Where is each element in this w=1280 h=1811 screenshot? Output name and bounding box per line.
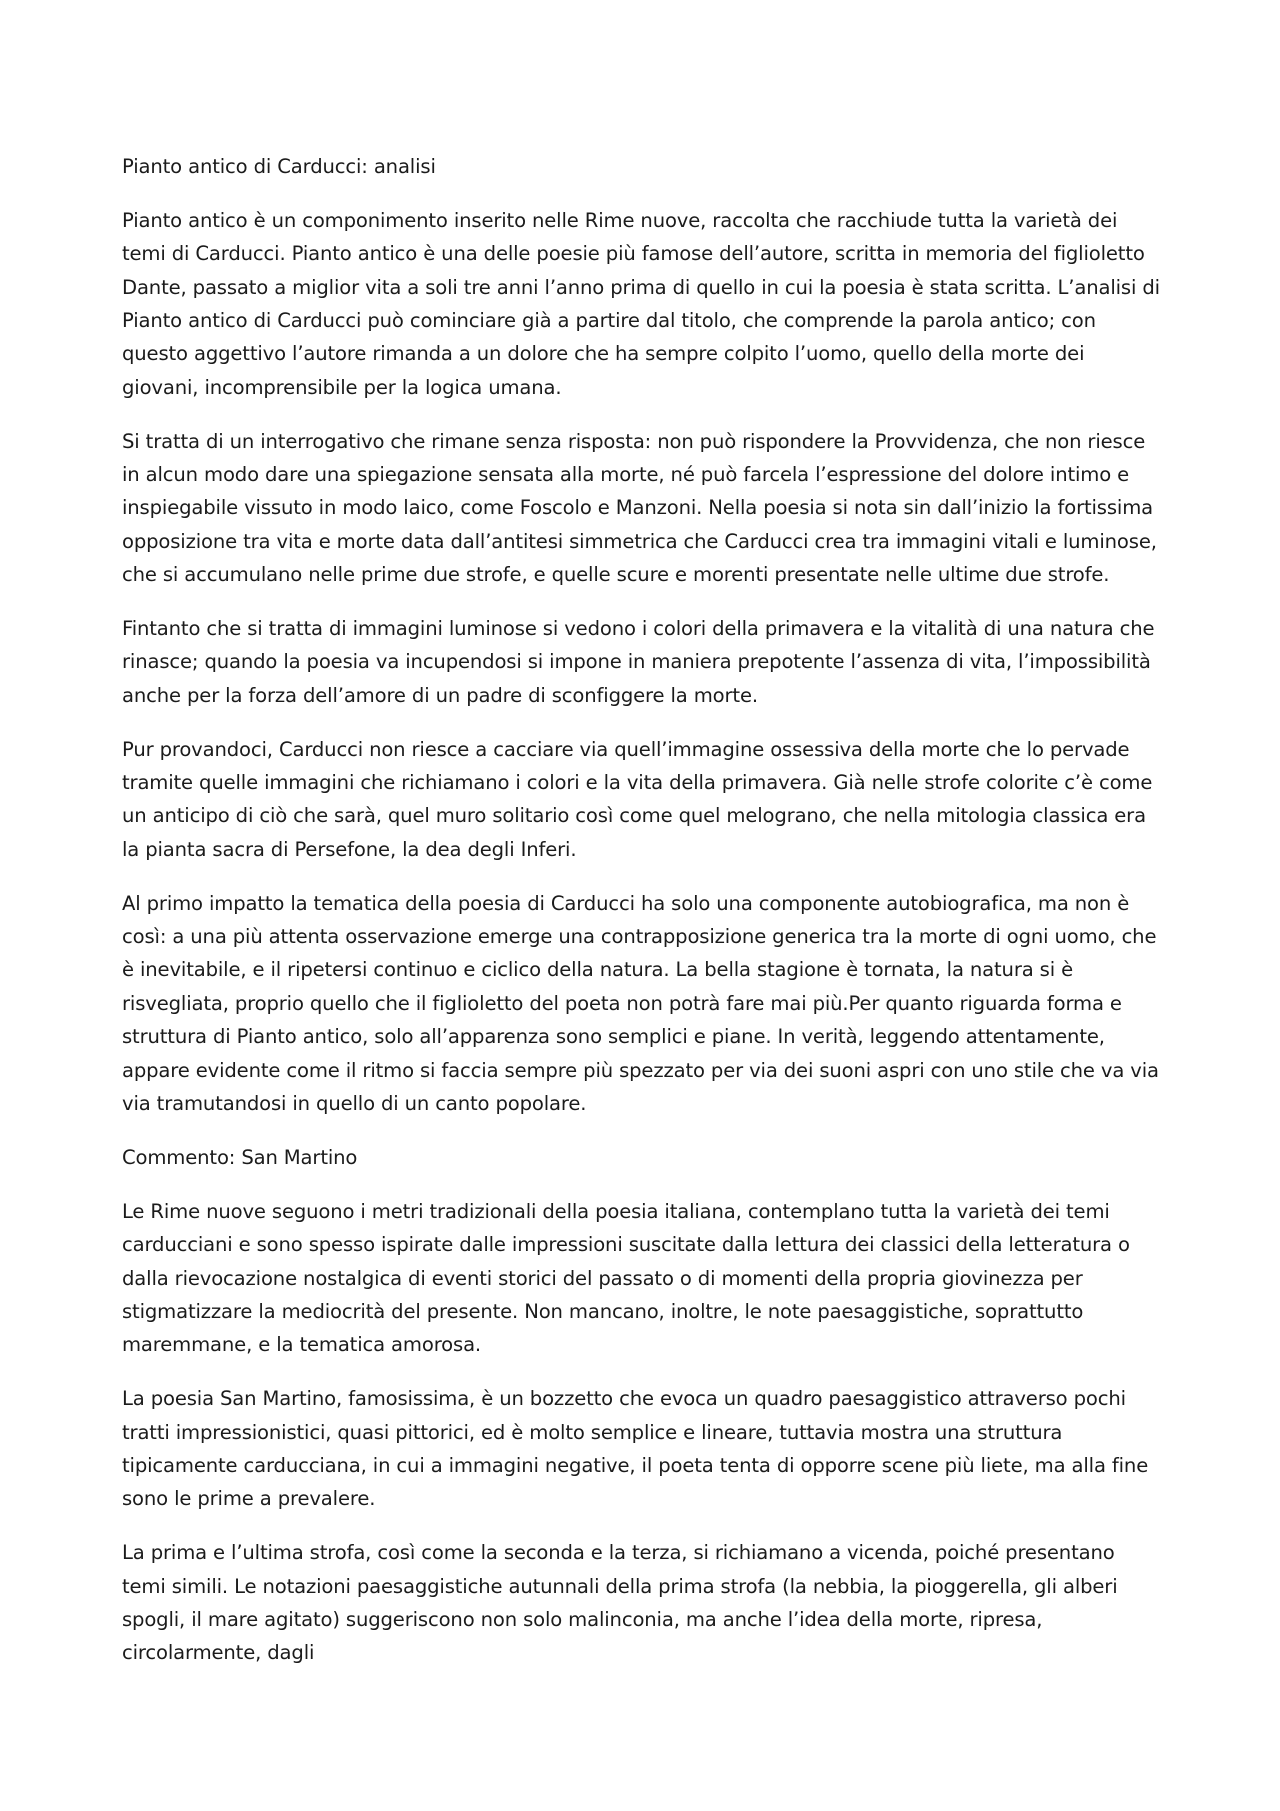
paragraph: Pianto antico è un componimento inserito nelle Rime nuove, raccolta che racchiude tutta la varietà dei temi di Carducci. Pianto antico è una delle poesie più famose dell’autore, scritta in memoria del figlioletto Dante, passato a miglior vita a soli tre anni l’anno prima di quello in cui la poesia è stata scritta. L’analisi di Pianto antico di Carducci può cominciare già a partire dal titolo, che comprende la parola antico; con questo aggettivo l’autore rimanda a un dolore che ha sempre colpito l’uomo, quello della morte dei giovani, incomprensibile per la logica umana. [122,208,1160,399]
paragraph: La poesia San Martino, famosissima, è un bozzetto che evoca un quadro paesaggistico attraverso pochi tratti impressionistici, quasi pittorici, ed è molto semplice e lineare, tuttavia mostra una struttura tipicamente carducciana, in cui a immagini negative, il poeta tenta di opporre scene più liete, ma alla fine sono le prime a prevalere. [122,1387,1149,1511]
paragraph: Al primo impatto la tematica della poesia di Carducci ha solo una componente autobiografica, ma non è così: a una più attenta osservazione emerge una contrapposizione generica tra la morte di ogni uomo, che è inevitabile, e il ripetersi continuo e ciclico della natura. La bella stagione è tornata, la natura si è risvegliata, proprio quello che il figlioletto del poeta non potrà fare mai più.Per quanto riguarda forma e struttura di Pianto antico, solo all’apparenza sono semplici e piane. In verità, leggendo attentamente, appare evidente come il ritmo si faccia sempre più spezzato per via dei suoni aspri con uno stile che va via via tramutandosi in quello di un canto popolare. [122,891,1159,1116]
document-title: Pianto antico di Carducci: analisi [122,155,436,178]
paragraph: Fintanto che si tratta di immagini luminose si vedono i colori della primavera e la vitalità di una natura che rinasce; quando la poesia va incupendosi si impone in maniera prepotente l’assenza di vita, l’impossibilità anche per la forza dell’amore di un padre di sconfiggere la morte. [122,617,1155,707]
paragraph: Pur provandoci, Carducci non riesce a cacciare via quell’immagine ossessiva della morte che lo pervade tramite quelle immagini che richiamano i colori e la vita della primavera. Già nelle strofe colorite c’è come un anticipo di ciò che sarà, quel muro solitario così come quel melograno, che nella mitologia classica era la pianta sacra di Persefone, la dea degli Inferi. [122,737,1153,861]
paragraph: La prima e l’ultima strofa, così come la seconda e la terza, si richiamano a vicenda, poiché presentano temi simili. Le notazioni paesaggistiche autunnali della prima strofa (la nebbia, la pioggerella, gli alberi spogli, il mare agitato) suggeriscono non solo malinconia, ma anche l’idea della morte, ripresa, circolarmente, dagli [122,1541,1118,1665]
section-heading: Commento: San Martino [122,1145,358,1169]
document-body [122,150,1162,1690]
paragraph: Si tratta di un interrogativo che rimane senza risposta: non può rispondere la Provvidenza, che non riesce in alcun modo dare una spiegazione sensata alla morte, né può farcela l’espressione del dolore intimo e inspiegabile vissuto in modo laico, come Foscolo e Manzoni. Nella poesia si nota sin dall’inizio la fortissima opposizione tra vita e morte data dall’antitesi simmetrica che Carducci crea tra immagini vitali e luminose, che si accumulano nelle prime due strofe, e quelle scure e morenti presentate nelle ultime due strofe. [122,429,1157,587]
paragraph: Le Rime nuove seguono i metri tradizionali della poesia italiana, contemplano tutta la varietà dei temi carducciani e sono spesso ispirate dalle impressioni suscitate dalla lettura dei classici della letteratura o dalla rievocazione nostalgica di eventi storici del passato o di momenti della propria giovinezza per stigmatizzare la mediocrità del presente. Non mancano, inoltre, le note paesaggistiche, soprattutto maremmane, e la tematica amorosa. [122,1199,1130,1357]
